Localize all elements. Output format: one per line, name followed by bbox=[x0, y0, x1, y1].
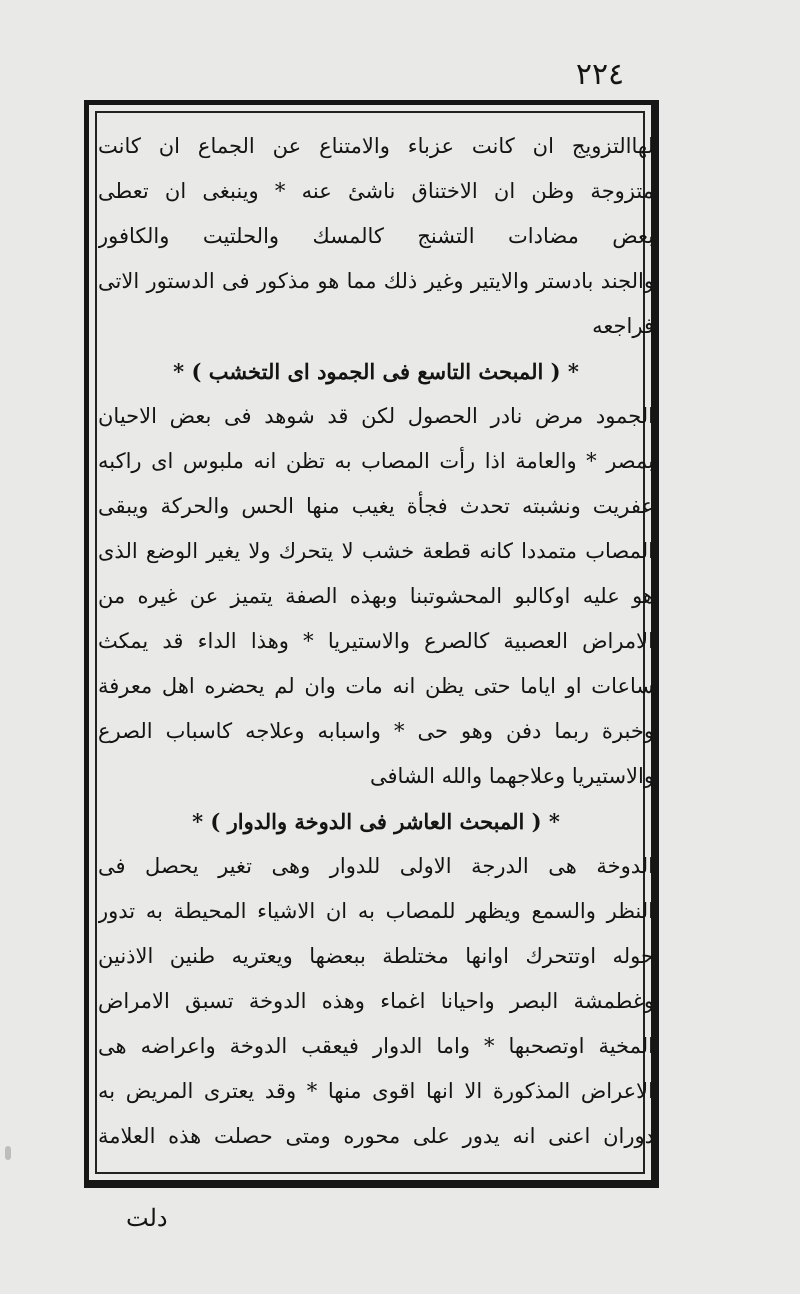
text-line: لهاالتزويج ان كانت عزباء والامتناع عن الجماع ان كانت bbox=[98, 134, 654, 158]
text-line: بعض مضادات التشنج كالمسك والحلتيت والكافور bbox=[98, 224, 654, 248]
text-block bbox=[98, 124, 654, 1159]
catchword: دلت bbox=[126, 1204, 168, 1232]
text-line: وخبرة ربما دفن وهو حى * واسبابه وعلاجه كاسباب الصرع bbox=[98, 719, 654, 743]
text-line: المخية اوتصحبها * واما الدوار فيعقب الدوخة واعراضه هى bbox=[98, 1034, 654, 1058]
text-line: المصاب متمددا كانه قطعة خشب لا يتحرك ولا يغير الوضع الذى bbox=[98, 539, 654, 563]
text-line: والجند بادستر والايتير وغير ذلك مما هو مذكور فى الدستور الاتى bbox=[98, 269, 654, 293]
text-line: الجمود مرض نادر الحصول لكن قد شوهد فى بعض الاحيان bbox=[98, 404, 654, 428]
text-line: النظر والسمع ويظهر للمصاب به ان الاشياء المحيطة به تدور bbox=[98, 899, 654, 923]
text-line: وغطمشة البصر واحيانا اغماء وهذه الدوخة تسبق الامراض bbox=[98, 989, 654, 1013]
text-line: حوله اوتتحرك اوانها مختلطة ببعضها ويعتريه طنين الاذنين bbox=[98, 944, 654, 968]
paper-speck bbox=[5, 1146, 11, 1160]
text-line: فراجعه bbox=[592, 314, 654, 338]
section-heading: * ( المبحث التاسع فى الجمود اى التخشب ) * bbox=[173, 359, 579, 384]
section-heading: * ( المبحث العاشر فى الدوخة والدوار ) * bbox=[192, 809, 560, 834]
text-line: الدوخة هى الدرجة الاولى للدوار وهى تغير يحصل فى bbox=[98, 854, 654, 878]
text-line: ساعات او اياما حتى يظن انه مات وان لم يحضره اهل معرفة bbox=[98, 674, 654, 698]
page-number: ٢٢٤ bbox=[575, 57, 625, 92]
text-line: متزوجة وظن ان الاختناق ناشئ عنه * وينبغى ان تعطى bbox=[98, 179, 654, 203]
text-line: بمصر * والعامة اذا رأت المصاب به تظن انه ملبوس اى راكبه bbox=[98, 449, 654, 473]
text-line: الامراض العصبية كالصرع والاستيريا * وهذا الداء قد يمكث bbox=[98, 629, 654, 653]
text-line: هو عليه اوكالبو المحشوتبنا وبهذه الصفة يتميز عن غيره من bbox=[98, 584, 654, 608]
text-line: دوران اعنى انه يدور على محوره ومتى حصلت هذه العلامة bbox=[98, 1124, 654, 1148]
text-line: الاعراض المذكورة الا انها اقوى منها * وقد يعترى المريض به bbox=[98, 1079, 654, 1103]
text-line: والاستيريا وعلاجهما والله الشافى bbox=[370, 764, 654, 788]
text-line: عفريت ونشبته تحدث فجأة يغيب منها الحس والحركة ويبقى bbox=[98, 494, 654, 518]
